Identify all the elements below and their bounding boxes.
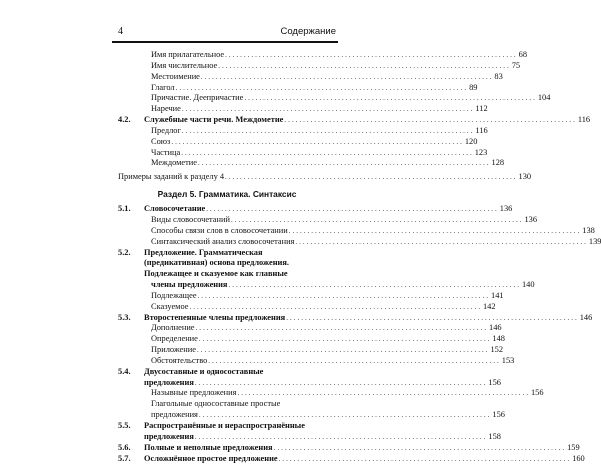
toc-entry xyxy=(118,93,551,104)
toc-entry-page: 123 xyxy=(474,147,488,157)
page-header xyxy=(118,26,336,41)
toc-entry-page: 156 xyxy=(492,410,505,420)
toc-entry-page: 138 xyxy=(582,225,595,235)
toc-entry-title: Определение xyxy=(151,334,198,344)
toc-entry xyxy=(118,453,585,464)
toc-entry-examples xyxy=(118,172,532,183)
toc-entry-page: 112 xyxy=(475,104,488,114)
toc-entry xyxy=(118,367,336,378)
toc-entry-title: Междометие xyxy=(151,158,198,168)
toc-entry-title: Наречие xyxy=(151,104,181,114)
toc-entry-page: 140 xyxy=(521,280,535,290)
toc-entry xyxy=(118,355,515,367)
toc-entry-page: 120 xyxy=(464,136,478,146)
toc-leader-dots: .............................................................................. xyxy=(195,324,489,333)
toc-leader-dots: .............................................................................. xyxy=(237,389,530,398)
toc-entry-page: 156 xyxy=(530,388,544,398)
toc-entry xyxy=(118,115,591,126)
toc-entry-page: 158 xyxy=(488,431,501,441)
toc-leader-dots: .............................................................................. xyxy=(194,432,488,441)
toc-entry xyxy=(118,301,496,313)
toc-entry-title: Второстепенные члены предложения xyxy=(144,312,286,322)
toc-leader-dots: .............................................................................. xyxy=(196,346,490,355)
toc-entry xyxy=(118,225,595,237)
toc-entry xyxy=(118,214,538,226)
toc-entry-page: 139 xyxy=(588,236,601,246)
toc-leader-dots: .............................................................................. xyxy=(181,126,475,135)
toc-entry xyxy=(118,442,580,454)
toc-entry-page: 68 xyxy=(518,50,528,59)
toc-entry-number: 4.2. xyxy=(118,115,131,125)
toc-leader-dots: .............................................................................. xyxy=(198,411,492,420)
toc-entry-number: 5.1. xyxy=(118,204,131,214)
toc-entry xyxy=(118,204,513,215)
toc-entry-title: Предложение. Грамматическая xyxy=(144,247,263,257)
toc-entry-title: Имя числительное xyxy=(151,60,218,70)
toc-entry-title: Глагольные односоставные простые xyxy=(151,399,281,409)
toc-entry xyxy=(118,312,593,324)
toc-section-5-list xyxy=(118,204,601,464)
toc-entry xyxy=(118,71,503,83)
toc-entry xyxy=(118,50,528,61)
toc-leader-dots: .............................................................................. xyxy=(198,335,492,344)
toc-entry-number: 5.4. xyxy=(118,366,131,376)
toc-entry xyxy=(118,323,502,334)
toc-entry-title: Предлог xyxy=(151,125,181,135)
toc-entry xyxy=(118,125,488,137)
toc-entry-page: 148 xyxy=(492,334,505,344)
toc-leader-dots: .............................................................................. xyxy=(284,116,577,125)
toc-entry xyxy=(118,410,505,421)
toc-entry xyxy=(118,345,504,356)
toc-leader-dots: .............................................................................. xyxy=(273,443,567,452)
toc-leader-dots: .............................................................................. xyxy=(197,291,491,300)
toc-entry xyxy=(118,280,535,291)
toc-leader-dots: .............................................................................. xyxy=(206,205,499,214)
toc-entry xyxy=(118,388,544,399)
toc-entry-title: Виды словосочетаний xyxy=(151,214,230,224)
toc-entry-title: предложения xyxy=(144,431,194,441)
toc-leader-dots: .............................................................................. xyxy=(181,105,475,114)
section-5-heading: Раздел 5. Грамматика. Синтаксис xyxy=(157,189,297,200)
toc-leader-dots: .............................................................................. xyxy=(230,215,524,224)
toc-entry-title: Распространённые и нераспространённые xyxy=(144,421,305,430)
toc-leader-dots: .............................................................................. xyxy=(171,137,464,146)
toc-entry-title: Приложение xyxy=(151,345,196,355)
header-rule xyxy=(112,41,338,43)
toc-entry-title: Синтаксический анализ словосочетания xyxy=(151,236,295,246)
toc-entry xyxy=(118,136,478,148)
toc-entry-title: Словосочетание xyxy=(144,204,206,214)
toc-entry-page: 141 xyxy=(491,290,504,300)
toc-entry-title: Примеры заданий к разделу 4 xyxy=(118,172,225,182)
toc-entry-title: Полные и неполные предложения xyxy=(144,442,273,452)
toc-leader-dots: .............................................................................. xyxy=(295,237,588,246)
toc-entry xyxy=(118,248,336,259)
toc-entry xyxy=(118,236,601,248)
toc-leader-dots: .............................................................................. xyxy=(198,159,491,168)
toc-entry xyxy=(118,421,336,432)
toc-entry-page: 136 xyxy=(499,204,513,214)
toc-section-4-list xyxy=(118,50,591,169)
toc-entry-number: 5.6. xyxy=(118,442,131,452)
toc-entry-title: Назывные предложения xyxy=(151,388,237,398)
toc-entry-title: Причастие. Деепричастие xyxy=(151,93,244,103)
toc-leader-dots: .............................................................................. xyxy=(200,72,494,81)
toc-entry xyxy=(118,269,336,280)
toc-entry-title: Подлежащее xyxy=(151,290,197,300)
toc-entry-page: 152 xyxy=(490,345,504,355)
toc-entry-title: Подлежащее и сказуемое как главные xyxy=(144,269,288,279)
toc-entry xyxy=(118,60,521,72)
toc-entry-page: 146 xyxy=(579,312,593,322)
toc-leader-dots: .............................................................................. xyxy=(218,61,511,70)
toc-entry xyxy=(118,258,336,269)
page-number: 4 xyxy=(118,26,123,37)
toc-entry-number: 5.3. xyxy=(118,312,131,322)
toc-leader-dots: .............................................................................. xyxy=(286,313,579,322)
toc-entry xyxy=(118,290,504,302)
toc-entry-title: Союз xyxy=(151,136,171,146)
toc-entry-title: (предикативная) основа предложения. xyxy=(144,258,289,268)
toc-entry-page: 146 xyxy=(489,323,502,333)
header-title: Содержание xyxy=(280,26,336,37)
toc-entry-page: 128 xyxy=(491,158,505,168)
toc-leader-dots: .............................................................................. xyxy=(288,226,582,235)
toc-entry-title: Осложнённое простое предложение xyxy=(144,453,278,463)
toc-entry-page: 160 xyxy=(572,453,585,463)
toc-entry-page: 136 xyxy=(524,214,538,224)
toc-entry xyxy=(118,147,488,159)
toc-entry-title: Дополнение xyxy=(151,323,195,333)
toc-leader-dots: .............................................................................. xyxy=(181,148,474,157)
toc-entry-page: 159 xyxy=(567,442,580,452)
toc-entry-page: 75 xyxy=(511,60,521,70)
toc-leader-dots: .............................................................................. xyxy=(225,51,518,59)
toc-leader-dots: .............................................................................. xyxy=(278,454,572,463)
toc-entry-page: 89 xyxy=(469,82,478,92)
toc-entry-page: 83 xyxy=(494,71,503,81)
toc-leader-dots: .............................................................................. xyxy=(228,281,521,290)
toc-entry-page: 153 xyxy=(501,355,515,365)
toc-entry-number: 5.2. xyxy=(118,247,131,257)
toc-entry-page: 116 xyxy=(475,125,488,135)
toc-entry-title: Имя прилагательное xyxy=(151,50,225,59)
toc-entry-title: Глагол xyxy=(151,82,175,92)
toc-entry-title: Служебные части речи. Междометие xyxy=(144,115,284,125)
toc-leader-dots: .............................................................................. xyxy=(244,94,537,103)
toc-leader-dots: .............................................................................. xyxy=(208,356,501,365)
toc-entry xyxy=(118,377,501,389)
toc-entry-title: Сказуемое xyxy=(151,301,189,311)
toc-entry xyxy=(118,399,336,410)
toc-entry-page: 104 xyxy=(537,93,551,103)
toc-entry-title: члены предложения xyxy=(151,280,228,290)
toc-leader-dots: .............................................................................. xyxy=(189,302,482,311)
table-of-contents xyxy=(118,50,601,464)
toc-entry-page: 130 xyxy=(518,172,532,182)
toc-entry xyxy=(118,334,505,345)
toc-leader-dots: .............................................................................. xyxy=(194,378,488,387)
toc-entry-page: 142 xyxy=(482,301,496,311)
toc-entry-title: Двусоставные и односоставные xyxy=(144,366,264,376)
toc-entry-title: предложения xyxy=(144,377,194,387)
toc-entry-page: 116 xyxy=(577,115,591,125)
toc-entry xyxy=(118,104,488,115)
toc-entry-number: 5.7. xyxy=(118,453,131,463)
toc-entry xyxy=(118,158,505,169)
toc-leader-dots: .............................................................................. xyxy=(175,83,469,92)
toc-entry-title: Частица xyxy=(151,147,181,157)
toc-leader-dots: .............................................................................. xyxy=(225,173,518,182)
toc-entry xyxy=(118,431,501,443)
toc-entry-title: предложения xyxy=(151,410,198,420)
toc-entry-title: Местоимение xyxy=(151,71,200,81)
toc-entry-number: 5.5. xyxy=(118,421,131,430)
toc-entry xyxy=(118,82,478,94)
toc-entry-title: Обстоятельство xyxy=(151,355,208,365)
toc-entry-title: Способы связи слов в словосочетании xyxy=(151,225,288,235)
toc-entry-page: 156 xyxy=(488,377,501,387)
